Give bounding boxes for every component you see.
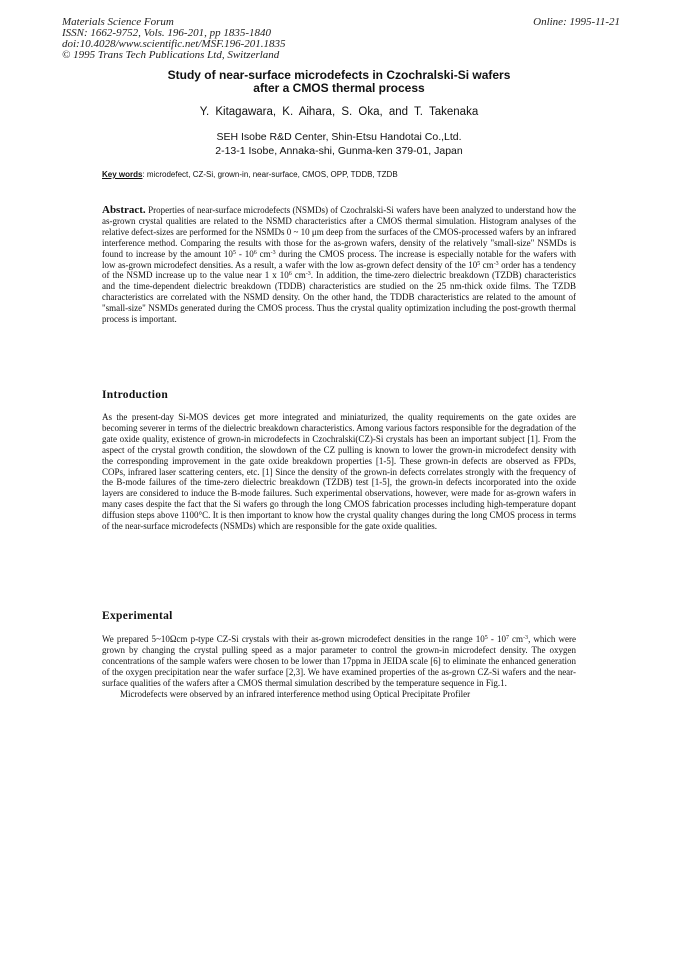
experimental-paragraph-1: We prepared 5~10Ωcm p-type CZ-Si crystals with their as-grown microdefect densities in the range $10^5 - 10^7$ $cm^{-3}$, which were grown by changing the crystal pulling speed as a major parameter to control the grown-in microdefect density. The oxygen concentrations of the sample wafers were chosen to be lower than 17ppma in JEIDA scale [6] to eliminate the enhanced generation of the oxygen precipitation near the wafer surface [2,3]. We have examined properties of the as-grown CZ-Si wafers and the near-surface qualities of the wafers after a CMOS thermal simulation described by the temperature sequence in Fig.1.	[102, 634, 577, 688]
journal-info	[62, 17, 286, 61]
introduction-section	[102, 412, 576, 532]
experimental-section	[102, 634, 576, 699]
copyright-line: © 1995 Trans Tech Publications Ltd, Switzerland	[62, 49, 280, 61]
introduction-heading: Introduction	[102, 389, 169, 401]
journal-name: Materials Science Forum	[62, 16, 174, 28]
issn-line: ISSN: 1662-9752, Vols. 196-201, pp 1835-1840	[62, 27, 271, 39]
keywords	[102, 170, 398, 179]
title-line-1: Study of near-surface microdefects in Czochralski-Si wafers	[167, 68, 511, 82]
doi-line[interactable]: doi:10.4028/www.scientific.net/MSF.196-201.1835	[62, 38, 286, 50]
author-list: Y. Kitagawara, K. Aihara, S. Oka, and T. Takenaka	[199, 106, 479, 118]
affiliation-line-1: SEH Isobe R&D Center, Shin-Etsu Handotai Co.,Ltd.	[216, 131, 462, 143]
experimental-paragraph-2: Microdefects were observed by an infrared interference method using Optical Precipitate Profiler	[120, 688, 471, 699]
affiliation-line-2: 2-13-1 Isobe, Annaka-shi, Gunma-ken 379-01, Japan	[215, 145, 463, 157]
paper-title	[0, 69, 678, 95]
abstract-paragraph: Abstract. Properties of near-surface microdefects (NSMDs) of Czochralski-Si wafers have been analyzed to understand how the as-grown crystal qualities are related to the NSMD characteristics after a CMOS thermal simulation. Histogram analyses of the relative defect-sizes are performed for the NSMDs 0 ~ 10 μm deep from the surfaces of the CMOS-processed wafers by an infrared interference method. Comparing the results with those for the as-grown wafers, density of the relatively "small-size" NSMDs is found to increase by the amount $10^5 - 10^6$ $cm^{-3}$ during the CMOS process. The increase is especially notable for the wafers with low as-grown microdefect densities. As a result, a wafer with the low as-grown defect density of the $10^5$ $cm^{-3}$ order has a tendency of the NSMD increase up to the value near 1 x $10^6$ $cm^{-3}$. In addition, the time-zero dielectric breakdown (TZDB) characteristics and the time-dependent dielectric breakdown (TDDB) characteristics are studied on the 25 nm-thick oxide films. The TZDB characteristics are correlated with the NSMD density. On the other hand, the TDDB characteristics are related to the amount of "small-size" NSMDs generated during the CMOS process. Thus the crystal quality optimization including the post-growth thermal process is important.	[102, 204, 577, 325]
abstract-heading: Abstract.	[102, 204, 146, 216]
keywords-text: : microdefect, CZ-Si, grown-in, near-surface, CMOS, OPP, TDDB, TZDB	[142, 170, 398, 179]
online-date: Online: 1995-11-21	[533, 16, 620, 28]
title-line-2: after a CMOS thermal process	[253, 81, 425, 95]
experimental-heading: Experimental	[102, 610, 173, 622]
abstract-section	[102, 205, 576, 325]
affiliation	[0, 130, 678, 158]
keywords-label: Key words	[102, 170, 143, 179]
introduction-paragraph: As the present-day Si-MOS devices get more integrated and miniaturized, the quality requirements on the gate oxides are becoming severer in terms of the dielectric breakdown characteristics. Among various factors responsible for the degradation of the gate oxide quality, existence of grown-in microdefects in Czochralski(CZ)-Si crystals has been an important subject [1]. From the aspect of the crystal growth condition, the slowdown of the CZ pulling is known to lower the grown-in microdefect density with the corresponding improvement in the gate oxide breakdown properties [1-5]. These grown-in defects are observed as FPDs, COPs, infrared laser scattering centers, etc. [1] Since the density of the grown-in defects correlates strongly with the frequency of the B-mode failures of the time-zero dielectric breakdown (TZDB) test [1-5], the grown-in defects incorporated into the oxide layers are considered to induce the B-mode failures. Such experimental observations, however, were made for as-grown wafers in many cases despite the fact that the Si wafers go through the long CMOS fabrication processes including high-temperature dopant diffusion steps above 1100°C. It is then important to know how the crystal quality changes during the long CMOS process in terms of the near-surface microdefects (NSMDs) which are responsible for the gate oxide qualities.	[102, 412, 576, 532]
